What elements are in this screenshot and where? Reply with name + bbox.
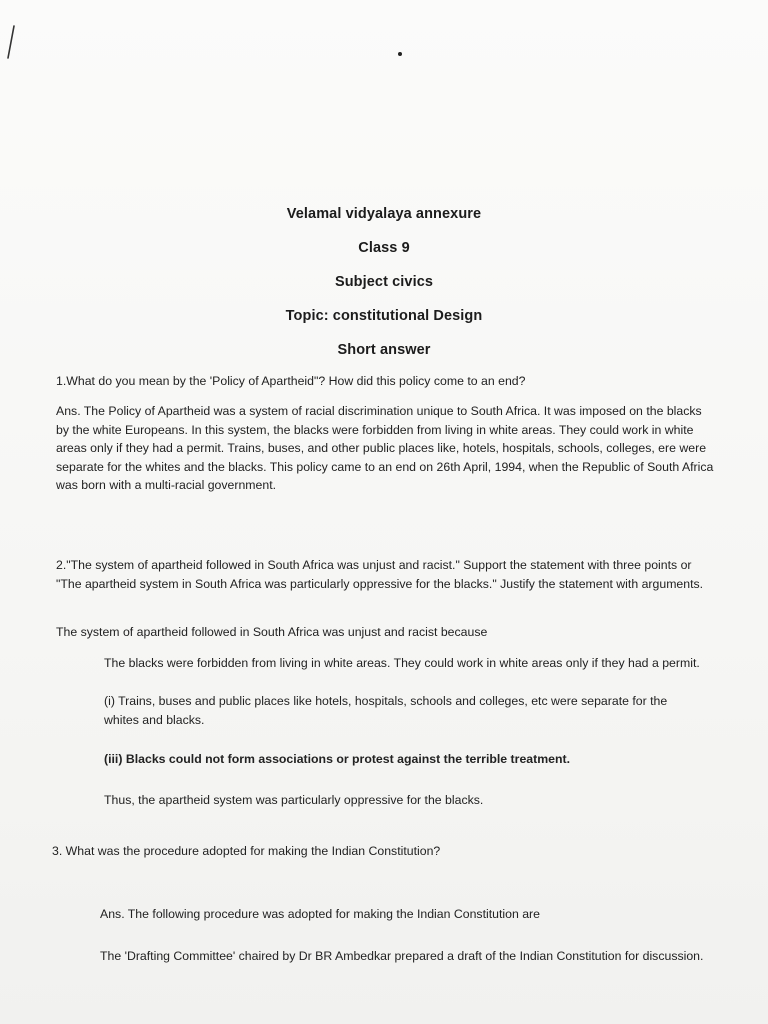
answer-2-statement: The system of apartheid followed in South Africa was unjust and racist because: [56, 625, 488, 639]
section-title: Short answer: [337, 342, 431, 358]
answer-1: Ans. The Policy of Apartheid was a system of racial discrimination unique to South Africa. It was imposed on the blacks by the white Europeans. In this system, the blacks were forbidden from living in white areas. They could work in white areas only if they had a permit. Trains, buses, and other public places like, hotels, hospitals, schools, colleges, ere were separate for the whites and the blacks. This policy came to an end on 26th April, 1994, when the Republic of South Africa was born with a multi-racial government.: [56, 404, 714, 493]
ink-dot: [398, 52, 402, 56]
answer-3-intro: Ans. The following procedure was adopted for making the Indian Constitution are: [100, 907, 540, 921]
question-1: 1.What do you mean by the 'Policy of Apartheid"? How did this policy come to an end?: [56, 374, 526, 388]
answer-2-conclusion: Thus, the apartheid system was particularly oppressive for the blacks.: [104, 793, 484, 807]
answer-3-point-1: The 'Drafting Committee' chaired by Dr BR Ambedkar prepared a draft of the Indian Constitution for discussion.: [100, 949, 704, 963]
question-2: 2."The system of apartheid followed in South Africa was unjust and racist." Support the statement with three points or "The apartheid system in South Africa was particularly oppressive for the blacks." Justify the statement with arguments.: [56, 558, 704, 591]
answer-2-point-3: (iii) Blacks could not form associations or protest against the terrible treatment.: [104, 752, 571, 766]
topic-title: Topic: constitutional Design: [285, 308, 483, 324]
school-title: Velamal vidyalaya annexure: [286, 206, 482, 222]
answer-2-point-2: (i) Trains, buses and public places like hotels, hospitals, schools and colleges, etc were separate for the whites and blacks.: [104, 694, 668, 727]
class-title: Class 9: [358, 240, 410, 256]
answer-2-point-1: The blacks were forbidden from living in white areas. They could work in white areas only if they had a permit.: [104, 656, 700, 670]
pen-stroke-mark: [0, 0, 30, 80]
question-3: 3. What was the procedure adopted for making the Indian Constitution?: [52, 844, 441, 858]
subject-title: Subject civics: [334, 274, 434, 290]
